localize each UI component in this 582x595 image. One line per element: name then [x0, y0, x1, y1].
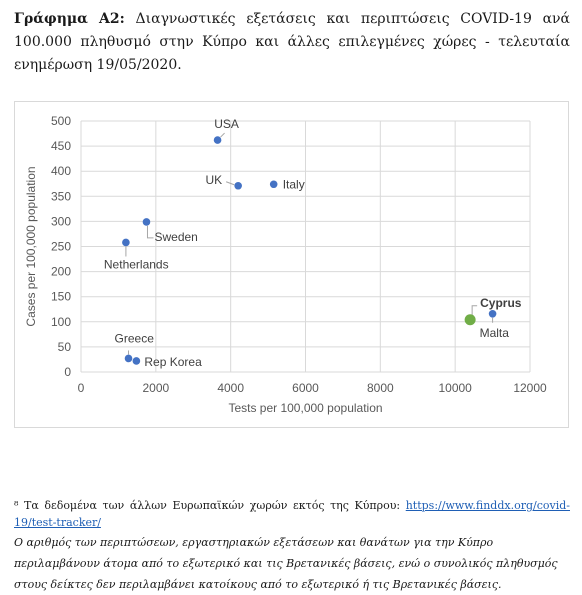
x-tick-label: 12000 — [513, 381, 547, 395]
caption-text: Διαγνωστικές εξετάσεις και περιπτώσεις COVID-19 ανά 100.000 πληθυσμό στην Κύπρο και άλλες επιλεγμένες χώρες - τελευταία ενημέρωση 19/05/2020. — [14, 11, 570, 73]
data-label-greece: Greece — [114, 331, 154, 346]
data-label-uk: UK — [205, 172, 223, 187]
y-tick-label: 250 — [50, 239, 71, 254]
data-label-usa: USA — [214, 117, 239, 132]
label-leader-line — [226, 182, 234, 185]
data-point-cyprus — [465, 314, 476, 325]
x-axis-title: Tests per 100,000 population — [228, 401, 383, 415]
data-label-rep-korea: Rep Korea — [144, 354, 202, 369]
x-tick-label: 10000 — [438, 381, 472, 395]
y-tick-label: 400 — [50, 164, 71, 179]
y-tick-label: 0 — [64, 365, 71, 379]
x-tick-label: 4000 — [217, 381, 245, 395]
footnote-source — [14, 497, 570, 531]
label-leader-line — [472, 306, 477, 316]
y-tick-label: 500 — [50, 114, 71, 128]
y-tick-label: 300 — [50, 214, 71, 229]
x-tick-label: 8000 — [366, 381, 394, 395]
y-tick-label: 350 — [50, 189, 71, 204]
data-label-cyprus: Cyprus — [480, 295, 522, 310]
data-point-netherlands — [122, 239, 130, 247]
figure-caption — [14, 8, 570, 77]
data-point-uk — [234, 182, 242, 190]
y-tick-label: 100 — [50, 314, 71, 329]
chart-svg — [15, 102, 570, 429]
data-point-malta — [489, 310, 497, 318]
y-tick-label: 450 — [50, 139, 71, 154]
footnote-prefix: Τα δεδομένα των άλλων Ευρωπαϊκών χωρών εκτός της Κύπρου: — [18, 499, 406, 512]
data-label-malta: Malta — [479, 325, 509, 340]
data-label-sweden: Sweden — [154, 229, 198, 244]
label-leader-line — [147, 226, 153, 238]
scatter-chart — [14, 101, 569, 428]
footnote-note: Ο αριθμός των περιπτώσεων, εργαστηριακών εξετάσεων και θανάτων για την Κύπρο περιλαμβάνουν άτομα από το εξωτερικό και τις Βρετανικές βάσεις, ενώ ο συνολικός πληθυσμός στους δείκτες δεν περιλαμβάνει κατοίκους από το εξωτερικό ή τις Βρετανικές βάσεις. — [14, 536, 558, 591]
data-label-italy: Italy — [282, 177, 305, 192]
y-tick-label: 150 — [50, 289, 71, 304]
data-point-usa — [214, 136, 222, 144]
footnote-marker: ⁸ — [14, 499, 19, 512]
caption-label: Γράφημα Α2: — [14, 11, 125, 27]
y-axis-title: Cases per 100,000 population — [24, 166, 38, 327]
x-tick-label: 2000 — [142, 381, 170, 395]
footnotes — [14, 497, 570, 595]
data-point-rep-korea — [133, 357, 141, 365]
x-tick-label: 6000 — [292, 381, 319, 395]
data-point-greece — [125, 355, 133, 363]
data-point-sweden — [143, 218, 151, 226]
y-tick-label: 200 — [50, 264, 71, 279]
label-leader-line — [221, 133, 225, 137]
source-link[interactable]: https://www.finddx.org/covid-19/test-tracker/ — [14, 499, 570, 529]
x-tick-label: 0 — [77, 381, 85, 395]
y-tick-label: 50 — [57, 339, 71, 354]
data-point-italy — [270, 180, 278, 188]
data-label-netherlands: Netherlands — [103, 257, 169, 272]
